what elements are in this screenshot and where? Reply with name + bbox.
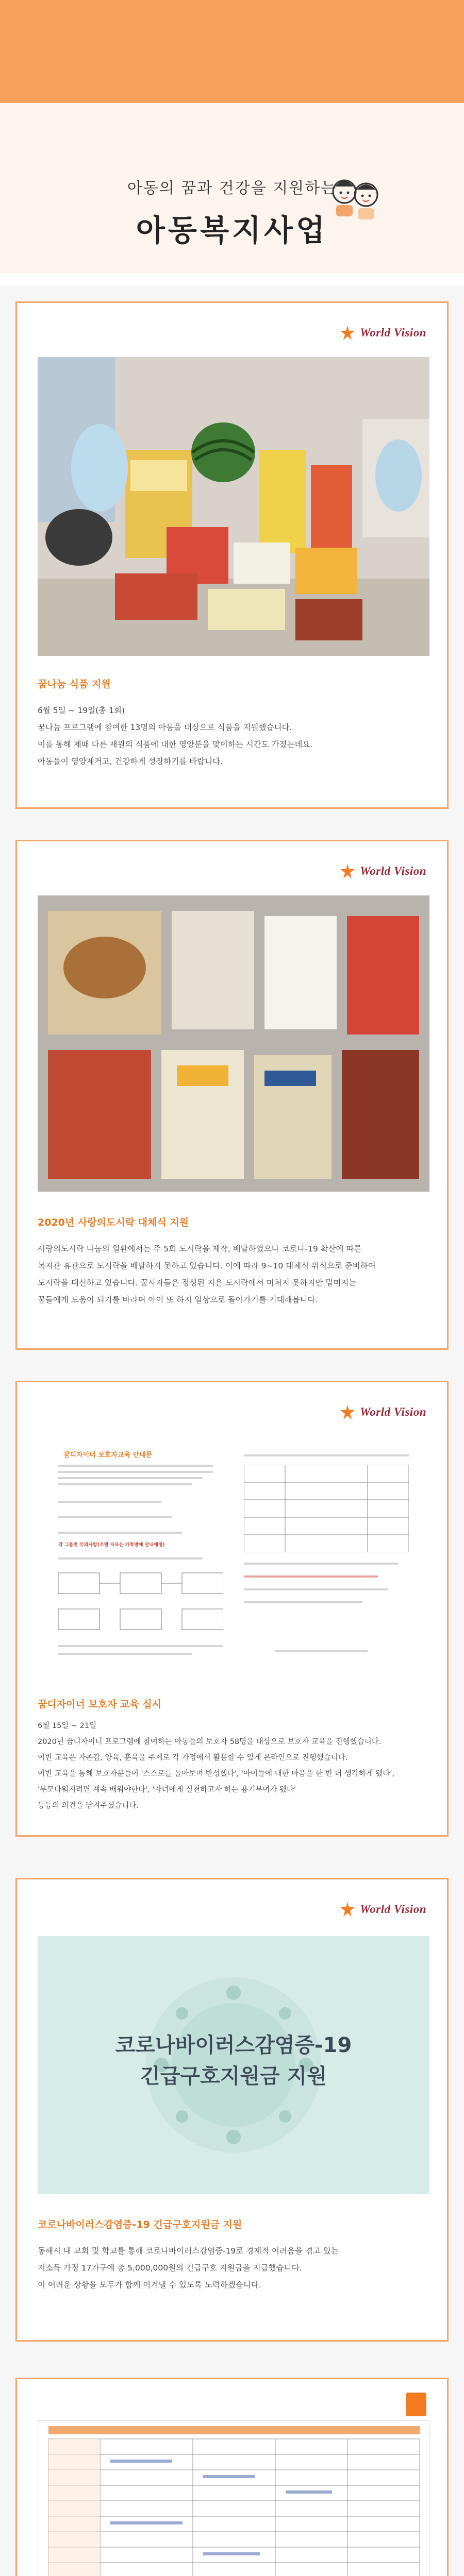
doc-line <box>58 1477 203 1479</box>
idp-form-photo <box>38 2420 429 2576</box>
doc-line <box>244 1575 378 1578</box>
section-text-emergency <box>38 2243 429 2294</box>
idp-badge <box>406 2393 426 2416</box>
doc-line <box>244 1601 362 1603</box>
card-guardian-education <box>15 1381 449 1837</box>
doc-line <box>244 1588 388 1590</box>
doc-line <box>275 1650 368 1652</box>
header-title: 아동복지사업 <box>136 213 328 248</box>
text-line: 이를 통해 제때 다른 재원의 식품에 대한 영양분을 맞이하는 시간도 가졌는데요. <box>38 740 313 749</box>
world-vision-star-icon <box>339 863 356 879</box>
text-line: 6월 15일 ~ 21일 <box>38 1722 97 1730</box>
education-notice-document <box>38 1434 429 1681</box>
section-text-education <box>38 1718 429 1814</box>
food-items-illustration <box>38 357 429 656</box>
form-header <box>48 2426 420 2434</box>
doc-line <box>58 1465 213 1467</box>
text-line: 등등의 의견을 남겨주셨습니다. <box>38 1802 139 1810</box>
world-vision-wordmark: World Vision <box>360 865 426 877</box>
section-text-food <box>38 702 429 770</box>
header-subtitle: 아동의 꿈과 건강을 지원하는 <box>127 179 337 197</box>
section-title-food: 꿈나눔 식품 지원 <box>38 679 111 690</box>
food-package-photo <box>38 357 429 656</box>
doc-line <box>58 1557 203 1560</box>
world-vision-logo <box>339 323 426 343</box>
doc-box-text: 각 그룹별 유의사항(조별 자료는 카톡방에 안내예정) <box>58 1543 165 1548</box>
text-line: 이번 교육은 자존감, 양육, 훈육을 주제로 각 가정에서 활용할 수 있게 온라인으로 진행했습니다. <box>38 1754 348 1762</box>
text-line: 아동들이 영양제거고, 건강하게 성장하기를 바랍니다. <box>38 757 223 766</box>
world-vision-logo <box>339 1402 426 1422</box>
banner-line-1: 코로나바이러스감염증-19 <box>115 2033 352 2057</box>
world-vision-logo <box>339 1899 426 1920</box>
section-5 <box>0 2367 464 2576</box>
doc-line <box>244 1563 399 1565</box>
banner-line-2: 긴급구호지원금 지원 <box>140 2064 327 2088</box>
world-vision-wordmark: World Vision <box>360 1405 426 1418</box>
world-vision-star-icon <box>339 1901 356 1918</box>
text-line: 이 어려운 상황을 모두가 함께 이겨낼 수 있도록 노력하겠습니다. <box>38 2280 261 2290</box>
section-2 <box>0 824 464 1365</box>
text-line: 동해시 내 교회 및 학교를 통해 코로나바이러스감염증-19로 경제적 어려움을 겪고 있는 <box>38 2246 339 2256</box>
doc-line <box>244 1454 409 1456</box>
text-line: 이번 교육을 통해 보호자분들이 '스스로를 돌아보며 반성했다', '아이들에 대한 마음을 한 번 더 생각하게 됐다', <box>38 1770 394 1778</box>
section-1 <box>0 286 464 824</box>
text-line: 저소득 가정 17가구에 총 5,000,000원의 긴급구호 지원금을 지급했습니다. <box>38 2263 302 2273</box>
doc-line <box>58 1471 213 1473</box>
section-text-lunchbox <box>38 1241 429 1309</box>
header-orange-band <box>0 0 464 103</box>
doc-table <box>244 1465 409 1552</box>
form-grid <box>38 2436 429 2576</box>
text-line: 6월 5일 ~ 19일(총 1회) <box>38 706 125 715</box>
card-idp <box>15 2378 449 2576</box>
doc-line <box>58 1532 182 1534</box>
text-line: 사랑의도시락 나눔의 일환에서는 주 5회 도시락을 제작, 배달하였으나 코로나-19 확산에 따른 <box>38 1244 362 1253</box>
section-title-education: 꿈디자이너 보호자 교육 실시 <box>38 1699 162 1710</box>
world-vision-star-icon <box>339 325 356 341</box>
world-vision-wordmark: World Vision <box>360 326 426 339</box>
doc-line <box>58 1501 161 1503</box>
text-line: 복지관 휴관으로 도시락을 배달하지 못하고 있습니다. 이에 따라 9~10 대체식 위식으로 준비하여 <box>38 1261 376 1270</box>
section-3 <box>0 1365 464 1852</box>
doc-line <box>58 1516 172 1518</box>
emergency-relief-banner <box>38 1936 429 2194</box>
lunchbox-photo <box>38 895 429 1192</box>
card-food-support <box>15 301 449 809</box>
text-line: 꿈나눔 프로그램에 참여한 13명의 아동을 대상으로 식품을 지원했습니다. <box>38 723 292 732</box>
section-title-lunchbox: 2020년 사랑의도시락 대체식 지원 <box>38 1217 189 1228</box>
world-vision-wordmark: World Vision <box>360 1903 426 1916</box>
doc-flowchart <box>58 1568 223 1671</box>
doc-line <box>58 1483 192 1485</box>
doc-heading: 꿈디자이너 보호자교육 안내문 <box>63 1451 153 1459</box>
card-emergency-relief <box>15 1878 449 2342</box>
card-lunchbox-support <box>15 840 449 1350</box>
world-vision-logo <box>339 861 426 882</box>
world-vision-star-icon <box>339 1404 356 1420</box>
food-boxes-illustration <box>38 895 429 1192</box>
section-4 <box>0 1852 464 2367</box>
section-title-emergency: 코로나바이러스감염증-19 긴급구호지원금 지원 <box>38 2219 242 2230</box>
text-line: 2020년 꿈디자이너 프로그램에 참여하는 아동들의 보호자 58명을 대상으로 보호자 교육을 진행했습니다. <box>38 1738 382 1746</box>
text-line: 도시락을 대신하고 있습니다. 꿈사자들은 정성된 지은 도시락에서 미처지 못하지만 밑미지는 <box>38 1278 357 1287</box>
text-line: '부모다워지려면 계속 배워야한다', '자녀에게 실천하고자 하는 용기부여가 됐다' <box>38 1786 296 1794</box>
text-line: 꿈들에게 도움이 되기를 바라며 아이 또 하지 일상으로 돌아가기를 기대해봅니다. <box>38 1295 318 1304</box>
children-illustration-icon <box>324 166 386 228</box>
